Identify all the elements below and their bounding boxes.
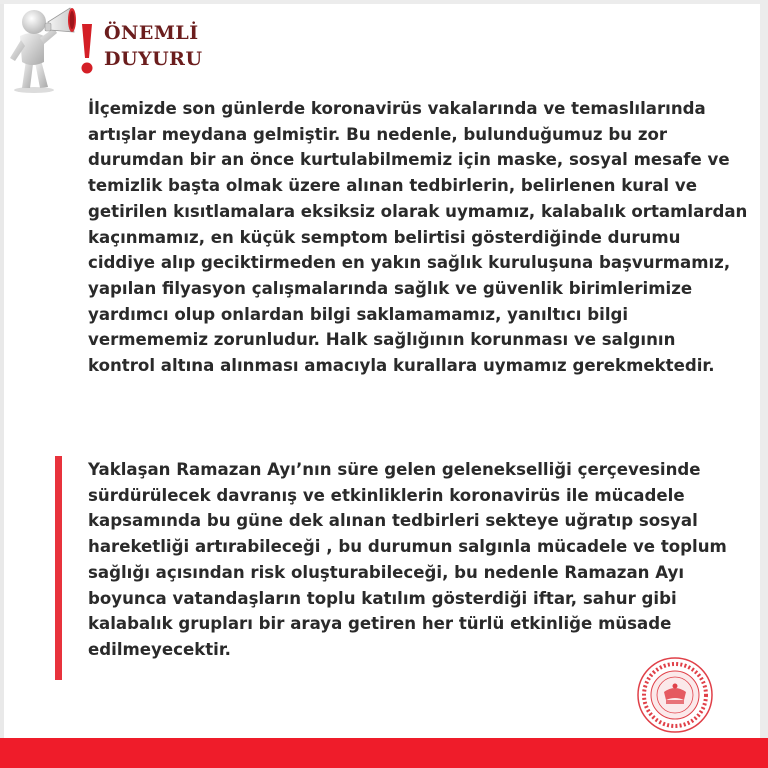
accent-side-bar <box>55 456 62 680</box>
frame-right <box>760 0 768 768</box>
paragraph-2: Yaklaşan Ramazan Ayı’nın süre gelen gelenekselliği çerçevesinde sürdürülecek davranış ve etkinliklerin koronavirüs ile mücadele kapsamında bu güne dek alınan tedbirleri sekteye uğratıp sosyal hareketliği artırabileceği , bu durumun salgınla mücadele ve toplum sağlığı açısından risk oluşturabileceği, bu nedenle Ramazan Ayı boyunca vatandaşların toplu katılım gösterdiği iftar, sahur gibi kalabalık grupları bir araya getiren her türlü etkinliğe müsade edilmeyecektir. <box>88 460 727 659</box>
header-title-line-2: DUYURU <box>104 48 203 70</box>
frame-left <box>0 0 4 768</box>
government-seal-icon <box>636 656 714 734</box>
frame-top <box>0 0 768 4</box>
header-title-line-1: ÖNEMLİ <box>104 22 199 44</box>
bottom-red-band <box>0 738 768 768</box>
header-title <box>104 20 203 72</box>
exclamation-mark-icon <box>78 22 96 76</box>
megaphone-person-icon <box>4 2 80 94</box>
paragraph-1: İlçemizde son günlerde koronavirüs vakalarında ve temaslılarında artışlar meydana gelmiştir. Bu nedenle, bulunduğumuz bu zor durumdan bir an önce kurtulabilmemiz için maske, sosyal mesafe ve temizlik başta olmak üzere alınan tedbirlerin, belirlenen kural ve getirilen kısıtlamalara eksiksiz olarak uymamız, kalabalık ortamlardan kaçınmamız, en küçük semptom belirtisi gösterdiğinde durumu ciddiye alıp geciktirmeden en yakın sağlık kuruluşuna başvurmamız, yapılan filyasyon çalışmalarında sağlık ve güvenlik birimlerimize yardımcı olup onlardan bilgi saklamamamız, yanıltıcı bilgi vermememiz zorunludur. Halk sağlığının korunması ve salgının kontrol altına alınması amacıyla kurallara uymamız gerekmektedir. <box>88 99 748 376</box>
